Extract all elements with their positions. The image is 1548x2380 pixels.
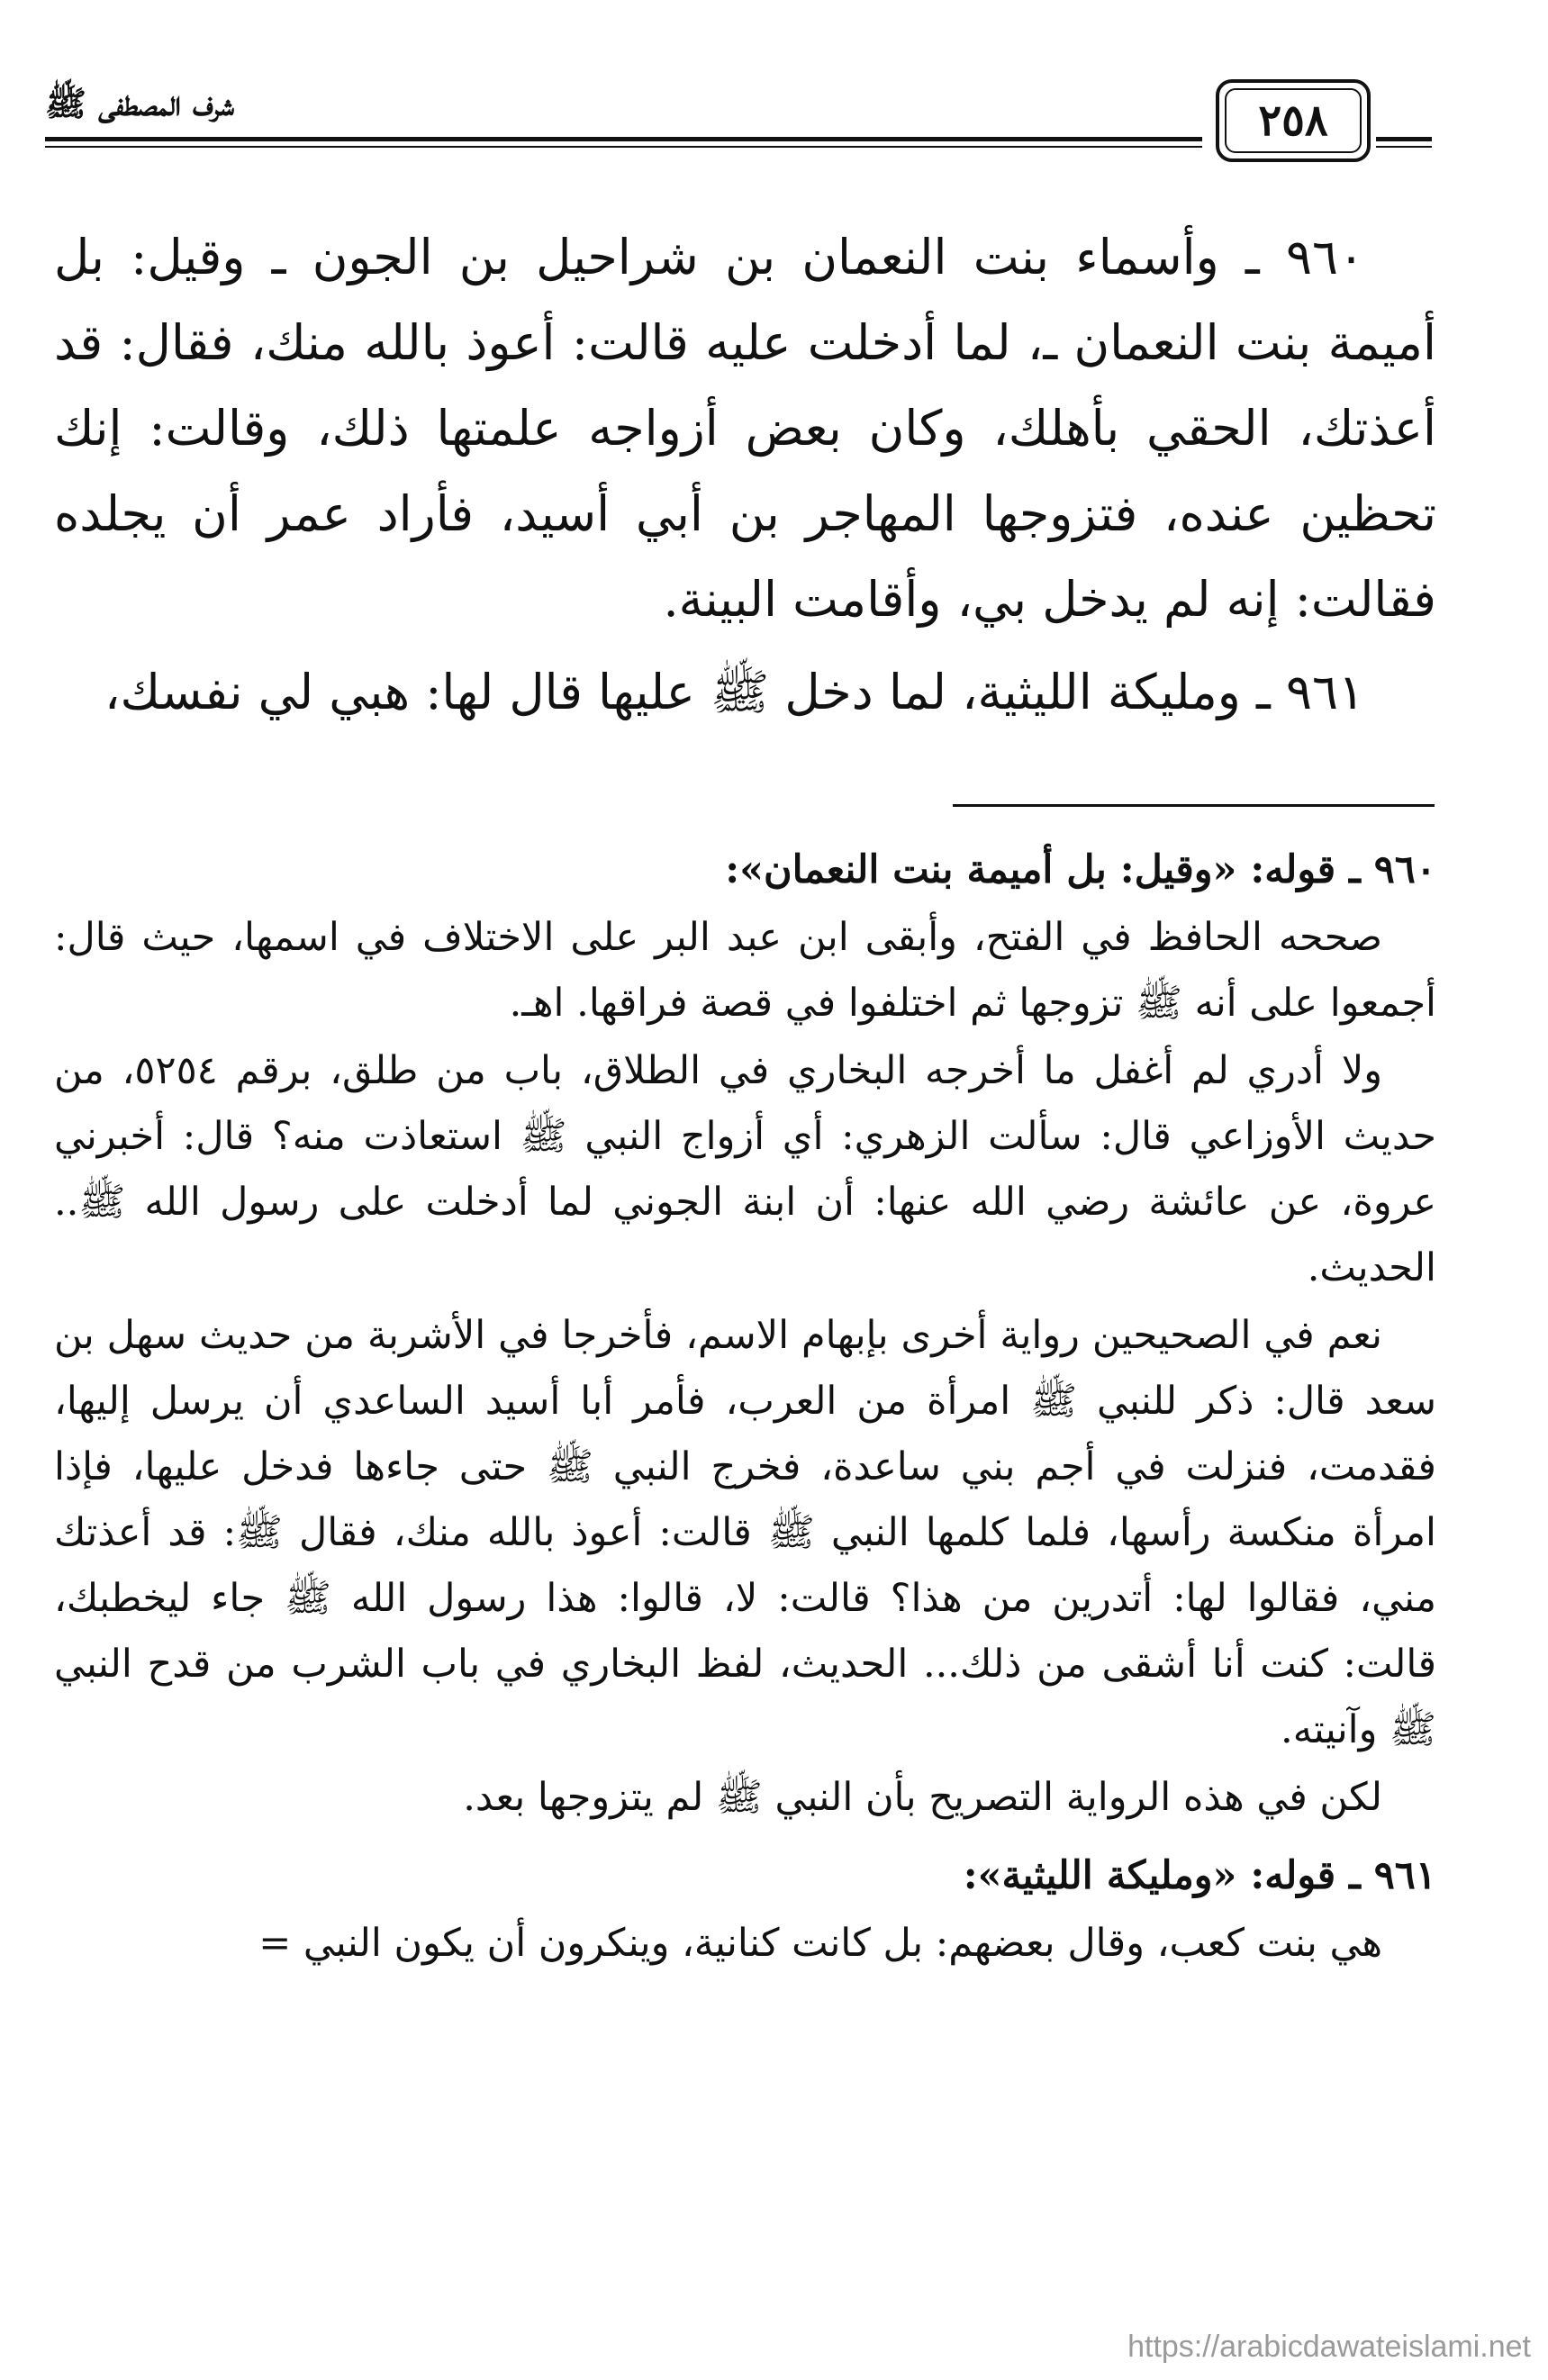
entry-960: ٩٦٠ ـ وأسماء بنت النعمان بن شراحيل بن الجون ـ وقيل: بل أميمة بنت النعمان ـ، لما أدخلت عليه قالت: أعوذ بالله منك، فقال: قد أعذتك، الحقي بأهلك، وكان بعض أزواجه علمتها ذلك، وقالت: إنك تحظين عنده، فتزوجها المهاجر بن أبي أسيد، فأراد عمر أن يجلده فقالت: إنه لم يدخل بي، وأقامت البينة. — [54, 229, 1436, 628]
entry-961: ٩٦١ ـ ومليكة الليثية، لما دخل ﷺ عليها قال لها: هبي لي نفسك، — [104, 664, 1364, 720]
footnote-960-heading: ٩٦٠ ـ قوله: «وقيل: بل أميمة بنت النعمان»: — [725, 847, 1436, 892]
footnote-961-heading: ٩٦١ ـ قوله: «ومليكة الليثية»: — [963, 1853, 1436, 1898]
page-header — [45, 63, 1432, 162]
page-number: ٢٥٨ — [1225, 88, 1362, 153]
header-rule-right-thick — [1376, 137, 1432, 141]
footnotes — [54, 837, 1436, 1977]
header-rule-thick — [45, 137, 1202, 141]
footnote-960-paragraph: لكن في هذه الرواية التصريح بأن النبي ﷺ لم يتزوجها بعد. — [463, 1775, 1382, 1820]
footnote-961-paragraph: هي بنت كعب، وقال بعضهم: بل كانت كنانية، وينكرون أن يكون النبي = — [258, 1921, 1382, 1966]
header-rule-thin — [45, 146, 1202, 148]
watermark-url: https://arabicdawateislami.net — [1127, 2330, 1531, 2364]
page-number-frame — [1216, 79, 1371, 162]
footnote-960-paragraph: نعم في الصحيحين رواية أخرى بإبهام الاسم، فأخرجا في الأشربة من حديث سهل بن سعد قال: ذكر للنبي ﷺ امرأة من العرب، فأمر أبا أسيد الساعدي أن يرسل إليها، فقدمت، فنزلت في أجم بني ساعدة، فخرج النبي ﷺ حتى جاءها فدخل عليها، فإذا امرأة منكسة رأسها، فلما كلمها النبي ﷺ قالت: أعوذ بالله منك، فقال ﷺ: قد أعذتك مني، فقالوا لها: أتدرين من هذا؟ قالت: لا، قالوا: هذا رسول الله ﷺ جاء ليخطبك، قالت: كنت أنا أشقى من ذلك... الحديث، لفظ البخاري في باب الشرب من قدح النبي ﷺ وآنيته. — [54, 1313, 1436, 1752]
footnote-separator — [953, 804, 1435, 807]
footnote-960-paragraph: ولا أدري لم أغفل ما أخرجه البخاري في الطلاق، باب من طلق، برقم ٥٢٥٤، من حديث الأوزاعي قال: سألت الزهري: أي أزواج النبي ﷺ استعاذت منه؟ قال: أخبرني عروة، عن عائشة رضي الله عنها: أن ابنة الجوني لما أدخلت على رسول الله ﷺ.. الحديث. — [54, 1048, 1436, 1290]
footnote-960-paragraph: صححه الحافظ في الفتح، وأبقى ابن عبد البر على الاختلاف في اسمها، حيث قال: أجمعوا على أنه ﷺ تزوجها ثم اختلفوا في قصة فراقها. اهـ. — [54, 915, 1436, 1026]
main-text — [54, 214, 1436, 735]
running-title: شرف المصطفى ﷺ — [45, 83, 234, 123]
header-rule-right-thin — [1376, 146, 1432, 148]
